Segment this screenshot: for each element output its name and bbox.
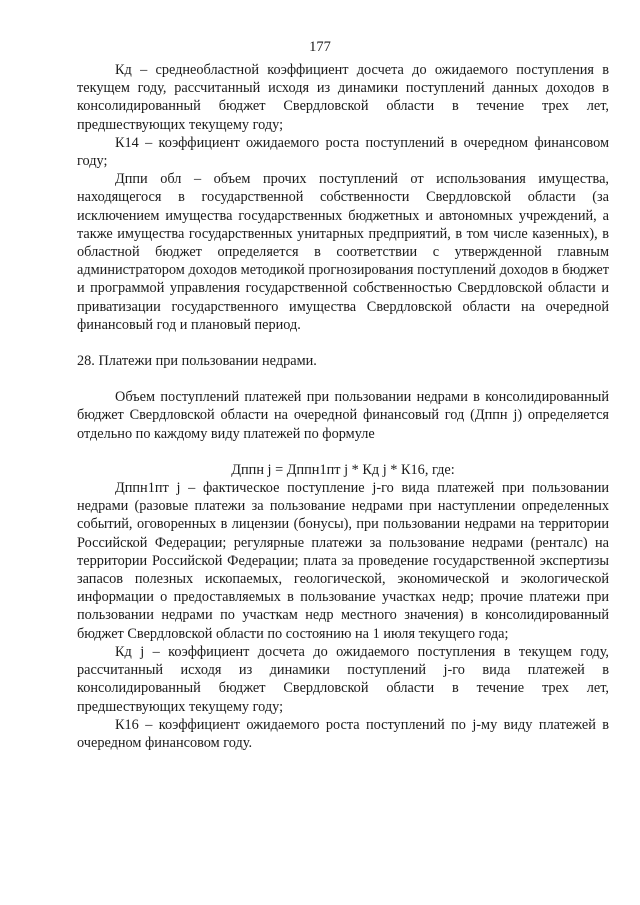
formula: Дппн j = Дппн1пт j * Кд j * К16, где: <box>231 461 455 478</box>
intro-paragraph: Объем поступлений платежей при пользовании недрами в консолидированный бюджет Свердловской области на очередной финансовый год (Дппн j) определяется отдельно по каждому виду платежей по формуле <box>77 389 609 442</box>
definition-k16: К16 – коэффициент ожидаемого роста поступлений по j-му виду платежей в очередном финансовом году. <box>77 716 609 751</box>
definition-dppn1pt: Дппн1пт j – фактическое поступление j-го вида платежей при пользовании недрами (разовые платежи за пользование недрами при наступлении определенных событий, оговоренных в лицензии (бонусы), при пользовании недрами на территории Российской Федерации; регулярные платежи за пользование недрами (ренталс) на территории Российской Федерации; плата за проведение государственной экспертизы запасов полезных ископаемых, геологической, экономической и экологической информации о предоставляемых в пользование участках недр; прочие платежи при пользовании недрами по участкам недр местного значения) в консолидированный бюджет Свердловской области по состоянию на 1 июля текущего года; <box>77 480 609 642</box>
definition-kd-j: Кд j – коэффициент досчета до ожидаемого поступления в текущем году, рассчитанный исходя из динамики поступлений j-го вида платежей в консолидированный бюджет Свердловской области в течение трех лет, предшествующих текущему году; <box>77 643 609 715</box>
definition-dppi-obl: Дппи обл – объем прочих поступлений от использования имущества, находящегося в государственной собственности Свердловской области (за исключением имущества государственных бюджетных и автономных учреждений, а также имущества государственных унитарных предприятий, в том числе казенных), в областной бюджет определяется в соответствии с утвержденной главным администратором доходов методикой прогнозирования поступлений доходов в бюджет и программой управления государственной собственностью Свердловской области и приватизации государственного имущества Свердловской области на очередной финансовый год и плановый период. <box>77 171 609 333</box>
definition-kd: Кд – среднеобластной коэффициент досчета до ожидаемого поступления в текущем году, рассчитанный исходя из динамики поступлений данных доходов в консолидированный бюджет Свердловской области в течение трех лет, предшествующих текущему году; <box>77 62 609 133</box>
definition-k14: К14 – коэффициент ожидаемого роста поступлений в очередном финансовом году; <box>77 134 609 170</box>
section-heading: 28. Платежи при пользовании недрами. <box>77 353 317 370</box>
page-number: 177 <box>309 39 331 55</box>
document-body <box>77 61 609 752</box>
